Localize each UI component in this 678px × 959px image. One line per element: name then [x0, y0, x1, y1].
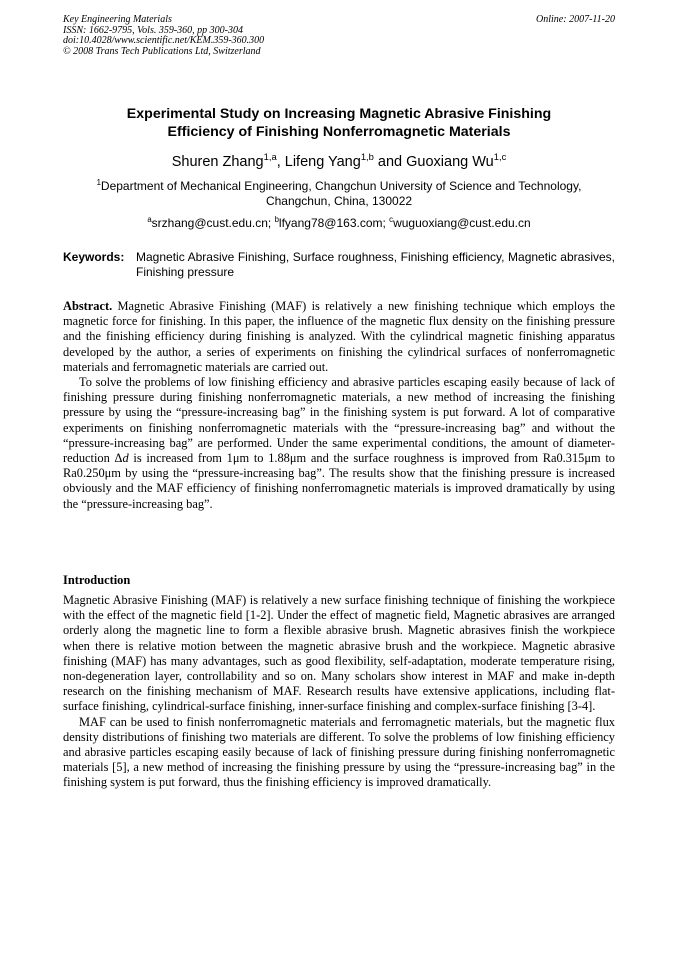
title-line-1: Experimental Study on Increasing Magnetic Abrasive Finishing: [126, 106, 552, 122]
paper-title: [63, 105, 615, 141]
author-separator: and: [373, 154, 407, 170]
author-affiliation-mark: 1,a: [263, 151, 277, 163]
keywords-label: Keywords:: [63, 250, 125, 264]
abstract-paragraph-1: Abstract. Magnetic Abrasive Finishing (MAF) is relatively a new finishing technique which employs the magnetic force for finishing. In this paper, the influence of the magnetic flux density on the finishing pressure and the finishing efficiency during finishing is analyzed. With the cylindrical magnetic finishing apparatus developed by the author, a series of experiments on finishing the cylindrical surfaces of nonferromagnetic materials and ferromagnetic materials are carried out.: [63, 299, 615, 374]
affiliation-line-1: $^1$Department of Mechanical Engineering, Changchun University of Science and Technology,: [96, 178, 582, 193]
abstract-section: [63, 299, 615, 512]
author-name: Guoxiang Wu: [406, 154, 494, 170]
affiliation: [63, 179, 615, 209]
keywords-block: [63, 250, 615, 280]
journal-name: Key Engineering Materials: [63, 14, 172, 25]
abstract-label: Abstract.: [63, 299, 113, 313]
online-date: Online: 2007-11-20: [536, 14, 615, 25]
issn-line: ISSN: 1662-9795, Vols. 359-360, pp 300-304: [63, 24, 243, 36]
math-variable: d: [122, 451, 129, 466]
author-affiliation-mark: 1,c: [493, 151, 507, 163]
title-line-2: Efficiency of Finishing Nonferromagnetic Materials: [167, 124, 511, 140]
email-mark: b: [274, 215, 279, 224]
email-link[interactable]: wuguoxiang@cust.edu.cn: [393, 216, 531, 230]
affiliation-line-2: Changchun, China, 130022: [265, 194, 413, 208]
author-list: [63, 153, 615, 171]
author-name: Shuren Zhang: [171, 154, 264, 170]
email-mark: a: [147, 215, 152, 224]
affiliation-mark: 1: [96, 178, 101, 187]
abstract-paragraph-2: To solve the problems of low finishing efficiency and abrasive particles escaping easily because of lack of finishing pressure during finishing nonferromagnetic materials, a new method of increasing the finishing pressure by using the “pressure-increasing bag” in the finishing system is put forward. A lot of comparative experiments on finishing nonferromagnetic materials with the “pressure-increasing bag” and without the “pressure-increasing bag” are performed. Under the same experimental conditions, the amount of diameter-reduction Δd is increased from 1μm to 1.88μm and the surface roughness is improved from Ra0.315μm to Ra0.250μm by using the “pressure-increasing bag”. The results show that the finishing pressure is increased obviously and the MAF efficiency of finishing nonferromagnetic materials is improved dramatically by using the “pressure-increasing bag”.: [63, 375, 616, 511]
author-separator: ,: [276, 154, 285, 170]
keywords-text: Magnetic Abrasive Finishing, Surface roughness, Finishing efficiency, Magnetic abrasives, Finishing pressure: [136, 250, 615, 279]
email-mark: c: [389, 215, 394, 224]
introduction-section: [63, 573, 615, 791]
email-link[interactable]: srzhang@cust.edu.cn;: [151, 216, 275, 230]
author-name: Lifeng Yang: [284, 154, 361, 170]
author-emails: [63, 216, 615, 231]
running-header: [63, 15, 615, 57]
doi-line: doi:10.4028/www.scientific.net/KEM.359-360.300: [63, 35, 265, 46]
author-affiliation-mark: 1,b: [360, 151, 374, 163]
section-heading: Introduction: [63, 573, 131, 587]
email-link[interactable]: lfyang78@163.com;: [278, 216, 390, 230]
copyright-line: © 2008 Trans Tech Publications Ltd, Switzerland: [63, 45, 261, 57]
intro-paragraph-2: MAF can be used to finish nonferromagnetic materials and ferromagnetic materials, but the magnetic flux density distributions of finishing two materials are different. To solve the problems of low finishing efficiency and abrasive particles escaping easily because of lack of finishing pressure during finishing nonferromagnetic materials [5], a new method of increasing the finishing pressure by using the “pressure-increasing bag” in the finishing system is put forward, thus the finishing efficiency is improved dramatically.: [63, 714, 615, 790]
intro-paragraph-1: Magnetic Abrasive Finishing (MAF) is relatively a new surface finishing technique of finishing the workpiece with the effect of the magnetic field [1-2]. Under the effect of magnetic field, Magnetic abrasives are arranged orderly along the magnetic line to form a flexible abrasive brush. Magnetic abrasives finish the workpiece when there is relative motion between the magnetic abrasive brush and the workpiece. Magnetic abrasive finishing (MAF) has many advantages, such as good flexibility, self-adaptation, moderate temperature rising, non-degeneration layer, controllability and so on. Many scholars show interest in MAF and make in-depth research on the finishing mechanism of MAF. Research results have extensive applications, including flat-surface finishing, cylindrical-surface finishing, inner-surface finishing and complex-surface finishing [3-4].: [63, 593, 615, 714]
